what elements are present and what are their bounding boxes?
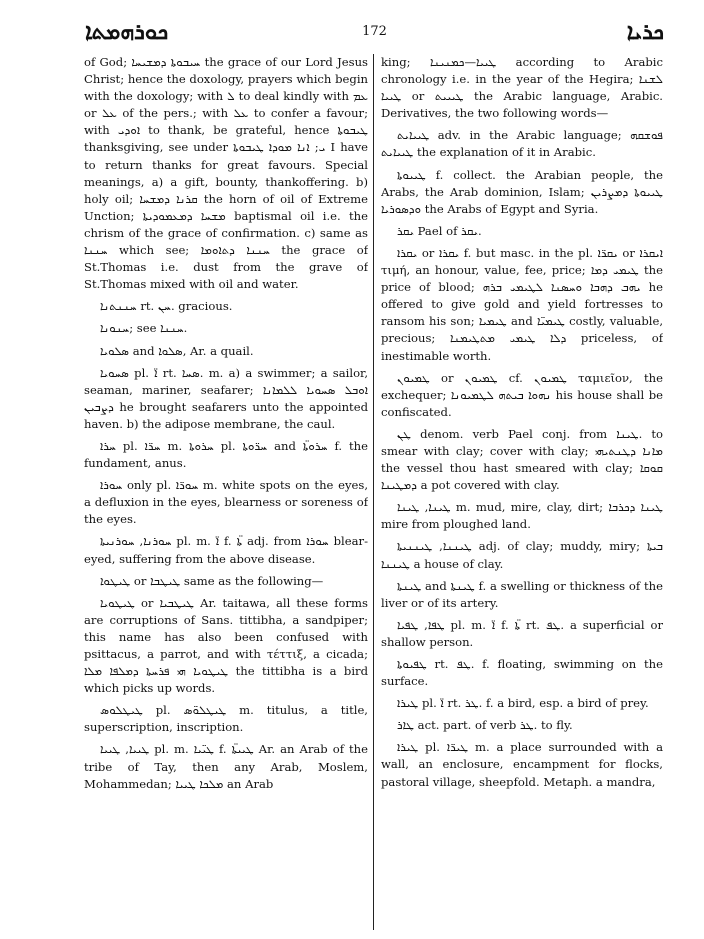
dictionary-entry: ܛܝܪܐ pl. ܐ̈ rt. ܛܪ. f. a bird, esp. a bird of prey. (397, 696, 649, 711)
entry-continuation: of God; ܚܝܒܘܬܐ ܕܡܫܝܚܐ the grace of our Lord Jesus Christ; hence the doxology, prayers which begin with the doxology; with ܠ to deal kindly with ܥܡ or ܥܠ of the pers.; with ܥܠ to confer a favour; with ܐܘܕܝ to thank, be grateful, hence ܛܝܒܘܬܐ thanksgiving, see under ܝ; ܐܢܐ ܡܘܕܐ ܛܝܒܘܬܐ I have to return thanks for great favours. Special meanings, a) a gift, bounty, thankoffering. b) holy oil; ܩܪܢܐ ܕܡܫܚܐ the horn of oil of Extreme Unction; ܡܫܚܐ ܕܡܥܡܘܕܝܬܐ baptismal oil i.e. the chrism of the grace of confirmation. c) same as ܚܢܢܐ which see; ܚܢܢܐ ܕܬܐܘܡܐ the grace of St.Thomas i.e. dust from the grave of St.Thomas mixed with oil and water. (84, 55, 368, 292)
column-divider (373, 54, 374, 930)
dictionary-entry: ܛܝܪܐ pl. ܛܝܪ̈ܐ m. a place surrounded with a wall, an enclosure, encampment for flocks, pastoral village, sheepfold. Metaph. a mandra, (381, 740, 663, 789)
page-number: 172 (362, 24, 387, 39)
dictionary-entry: ܚܘܪܢܐ, ܚܘܪܢܝܬܐ pl. m. ܐ̈ f. ܬ̈ܐ adj. from ܚܘܪܐ blear-eyed, suffering from the above disease. (84, 534, 368, 566)
entry-continuation: king; ܛܝܝܐ—ܟܡܢܝܢܐ according to Arabic chronology i.e. in the year of the Hegira; ܠܫܢܐ ܛܝܝܐ or ܛܝܝܝܬ the Arabic language, Arabic. Derivatives, the two following words— (381, 55, 663, 121)
dictionary-entry: ܛܡܝܘܢ or ܛܡܝܘܢ cf. ܛܡܝܘܢ ταμιεῖον, the exchequer; ܢܗܘܐ ܒܝܬܗ ܠܛܡܝܘܢܐ his house shall be confiscated. (381, 370, 663, 419)
dictionary-entry: ܚܢܘܢܐ; see ܚܢܢܐ. (100, 321, 188, 336)
dictionary-entry: ܛܦܝܘܬܐ rt. ܛܦ. f. floating, swimming on the surface. (381, 657, 663, 689)
dictionary-entry: ܚܘܪܐ only pl. ܚܘܪ̈ܐ m. white spots on the eyes, a defluxion in the eyes, blearness or soreness of the eyes. (84, 478, 368, 527)
dictionary-entry: ܛܦܐ, ܛܦܝܐ pl. m. ܐ̈ f. ܬ̈ܐ rt. ܛܦ. a superficial or shallow person. (381, 617, 663, 649)
dictionary-entry: ܛܝܝܐ, ܛܝܝܐ pl. m. ܛܝ̈ܝܐ f. ܛܝܝܬ̈ܐ Ar. an Arab of the tribe of Tay, then any Arab, Moslem, Mohammedan; ܡܠܟܐ ܛܝܝܐ an Arab (84, 742, 368, 791)
dictionary-entry: ܚܪܐ pl. ܚܪ̈ܐ m. ܚܪܘܬܐ pl. ܚܪ̈ܘܬܐ and ܚܪܘܬ̈ܐ f. the fundament, anus. (84, 438, 368, 471)
dictionary-entry: ܛܝܛܠܘܣ pl. ܛܝܛܠܘ̈ܣ m. titulus, a title, superscription, inscription. (84, 703, 368, 735)
dictionary-entry: ܛܝܝܐܝܬ adv. in the Arabic language; ܦܘܫܩܗ ܛܝܝܐܝܬ the explanation of it in Arabic. (381, 128, 663, 160)
dictionary-entry: ܝܩܪܐ or ܝܩܪܐ f. but masc. in the pl. ܝܩܪ̈ܐ or ܐܝܩܪܐ τιμή, an honour, value, fee, price; ܛܝܡܝ ܕܡܐ the price of blood; ܝܗܒ ܕܗܒܐ ܘܚܣܢܐ ܠܛܝܡܝ ܒܪܗ he offered to give gold and yield fortresses to ransom his son; ܛܝܡܝܐ and ܛܝܡܝ̈ܐ costly, valuable, precious; ܕܠܐ ܛܝܡܝ ܡܬܛܝܡܢܐ priceless, of inestimable worth. (381, 245, 663, 363)
dictionary-entry: ܛܢ denom. verb Pael conj. from ܛܝܢܐ. to smear with clay; cover with clay; ܡܐܢܐ ܕܛܢܬܝܗܝ the vessel thou hast smeared with clay; ܩܘܩܐ ܕܡܛܝܢܐ a pot covered with clay. (381, 426, 663, 493)
left-column (84, 54, 368, 934)
dictionary-entry: ܣܠܘܝܐ and ܣܠܘܐ, Ar. a quail. (100, 343, 254, 358)
dictionary-entry: ܛܝܢܐ, ܛܝܢܐ m. mud, mire, clay, dirt; ܛܝܢܐ ܕܟܪܒܐ mire from ploughed land. (381, 500, 663, 532)
right-column (381, 54, 663, 934)
dictionary-entry: ܛܝܝܘܬܐ f. collect. the Arabian people, the Arabs, the Arab dominion, Islam; ܛܝܝܘܬܐ ܕܡܨܪܝܢ ܘܕܣܘܪܝܐ the Arabs of Egypt and Syria. (381, 167, 663, 216)
dictionary-entry: ܛܝܛܘܐ or ܛܝܛܒܐ same as the following— (100, 573, 324, 588)
dictionary-entry: ܛܝܛܘܝܐ or ܛܝܛܒܝܐ Ar. taitawa, all these forms are corruptions of Sans. tittibha, a sandpiper; this name has also been confused with psittacus, a parrot, and with τέττιξ, a cicada; ܛܝܛܘܝܐ ܗܝ ܦܪܚܬܐ ܕܡܠܦܐ ܡܠܐ the tittibha is a bird which picks up words. (84, 595, 368, 696)
right-running-head: ܟܪܝܐ (626, 20, 664, 45)
dictionary-entry: ܛܐܪ act. part. of verb ܛܪ. to fly. (397, 718, 573, 733)
dictionary-entry: ܛܝܢܢܐ, ܛܝܢܢܝܬܐ adj. of clay; muddy, miry; ܒܝܬܐ ܛܝܢܢܐ a house of clay. (381, 539, 663, 571)
dictionary-entry: ܛܝܢܬܐ and ܛܝܢܬܐ f. a swelling or thickness of the liver or of its artery. (381, 578, 663, 610)
dictionary-entry: ܣܚܘܝܐ pl. ܐ̈ rt. ܣܚܐ. m. a) a swimmer; a sailor, seaman, mariner, seafarer; ܐܘܒܠ ܣܚܘܝܐ ܠܠܡܐܢܐ ܕܨܒܝܢ he brought seafarers unto the appointed haven. b) the adipose membrane, the caul. (84, 365, 368, 431)
left-running-head: ܟܘܪܗܡܬܐ (85, 20, 169, 45)
page-header (85, 20, 664, 46)
dictionary-entry: ܚܢܢܬܢܐ rt. ܚܢ. gracious. (100, 299, 233, 314)
dictionary-entry: ܝܩܪ Pael of ܝܩܪ. (397, 223, 482, 238)
